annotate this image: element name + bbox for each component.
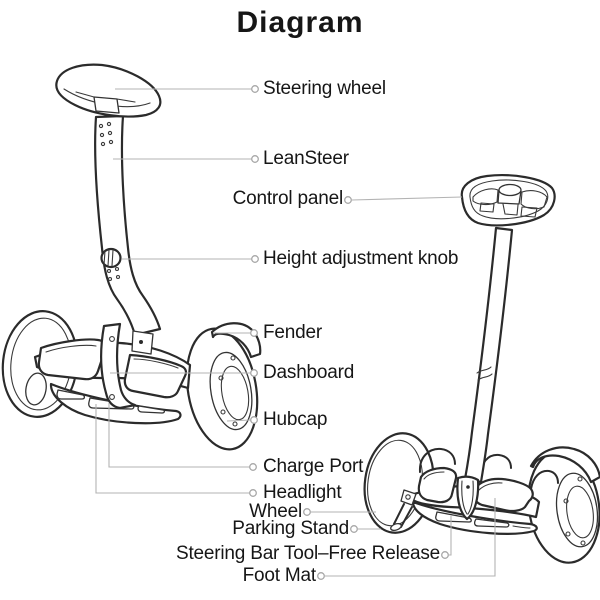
- label-hubcap: Hubcap: [263, 409, 328, 430]
- leader-control-panel: [352, 197, 462, 200]
- label-wheel: Wheel: [249, 501, 302, 522]
- label-steering-wheel: Steering wheel: [263, 78, 386, 99]
- rear-steering-bar: [457, 228, 512, 519]
- steering-bar-clamp-part: [457, 477, 478, 519]
- label-leansteer: LeanSteer: [263, 148, 349, 169]
- label-headlight: Headlight: [263, 482, 342, 503]
- page-title: Diagram: [236, 6, 364, 39]
- label-control-panel: Control panel: [232, 188, 343, 209]
- label-foot-mat: Foot Mat: [242, 565, 316, 586]
- scooter-front-view: [0, 65, 266, 455]
- label-steering-bar-release: Steering Bar Tool–Free Release: [175, 543, 440, 564]
- foot-mat-part: [474, 479, 533, 511]
- label-height-adjustment-knob: Height adjustment knob: [263, 248, 459, 269]
- label-charge-port: Charge Port: [263, 456, 364, 477]
- height-adjustment-knob-part: [102, 249, 121, 267]
- steering-wheel-part: [56, 65, 160, 117]
- scooter-rear-view: [358, 175, 600, 567]
- front-right-wheel: [178, 323, 266, 455]
- label-dashboard: Dashboard: [263, 362, 355, 383]
- leansteer-bar-part: [95, 116, 160, 354]
- control-panel-part: [462, 175, 555, 225]
- label-parking-stand: Parking Stand: [232, 518, 349, 539]
- label-fender: Fender: [263, 322, 323, 343]
